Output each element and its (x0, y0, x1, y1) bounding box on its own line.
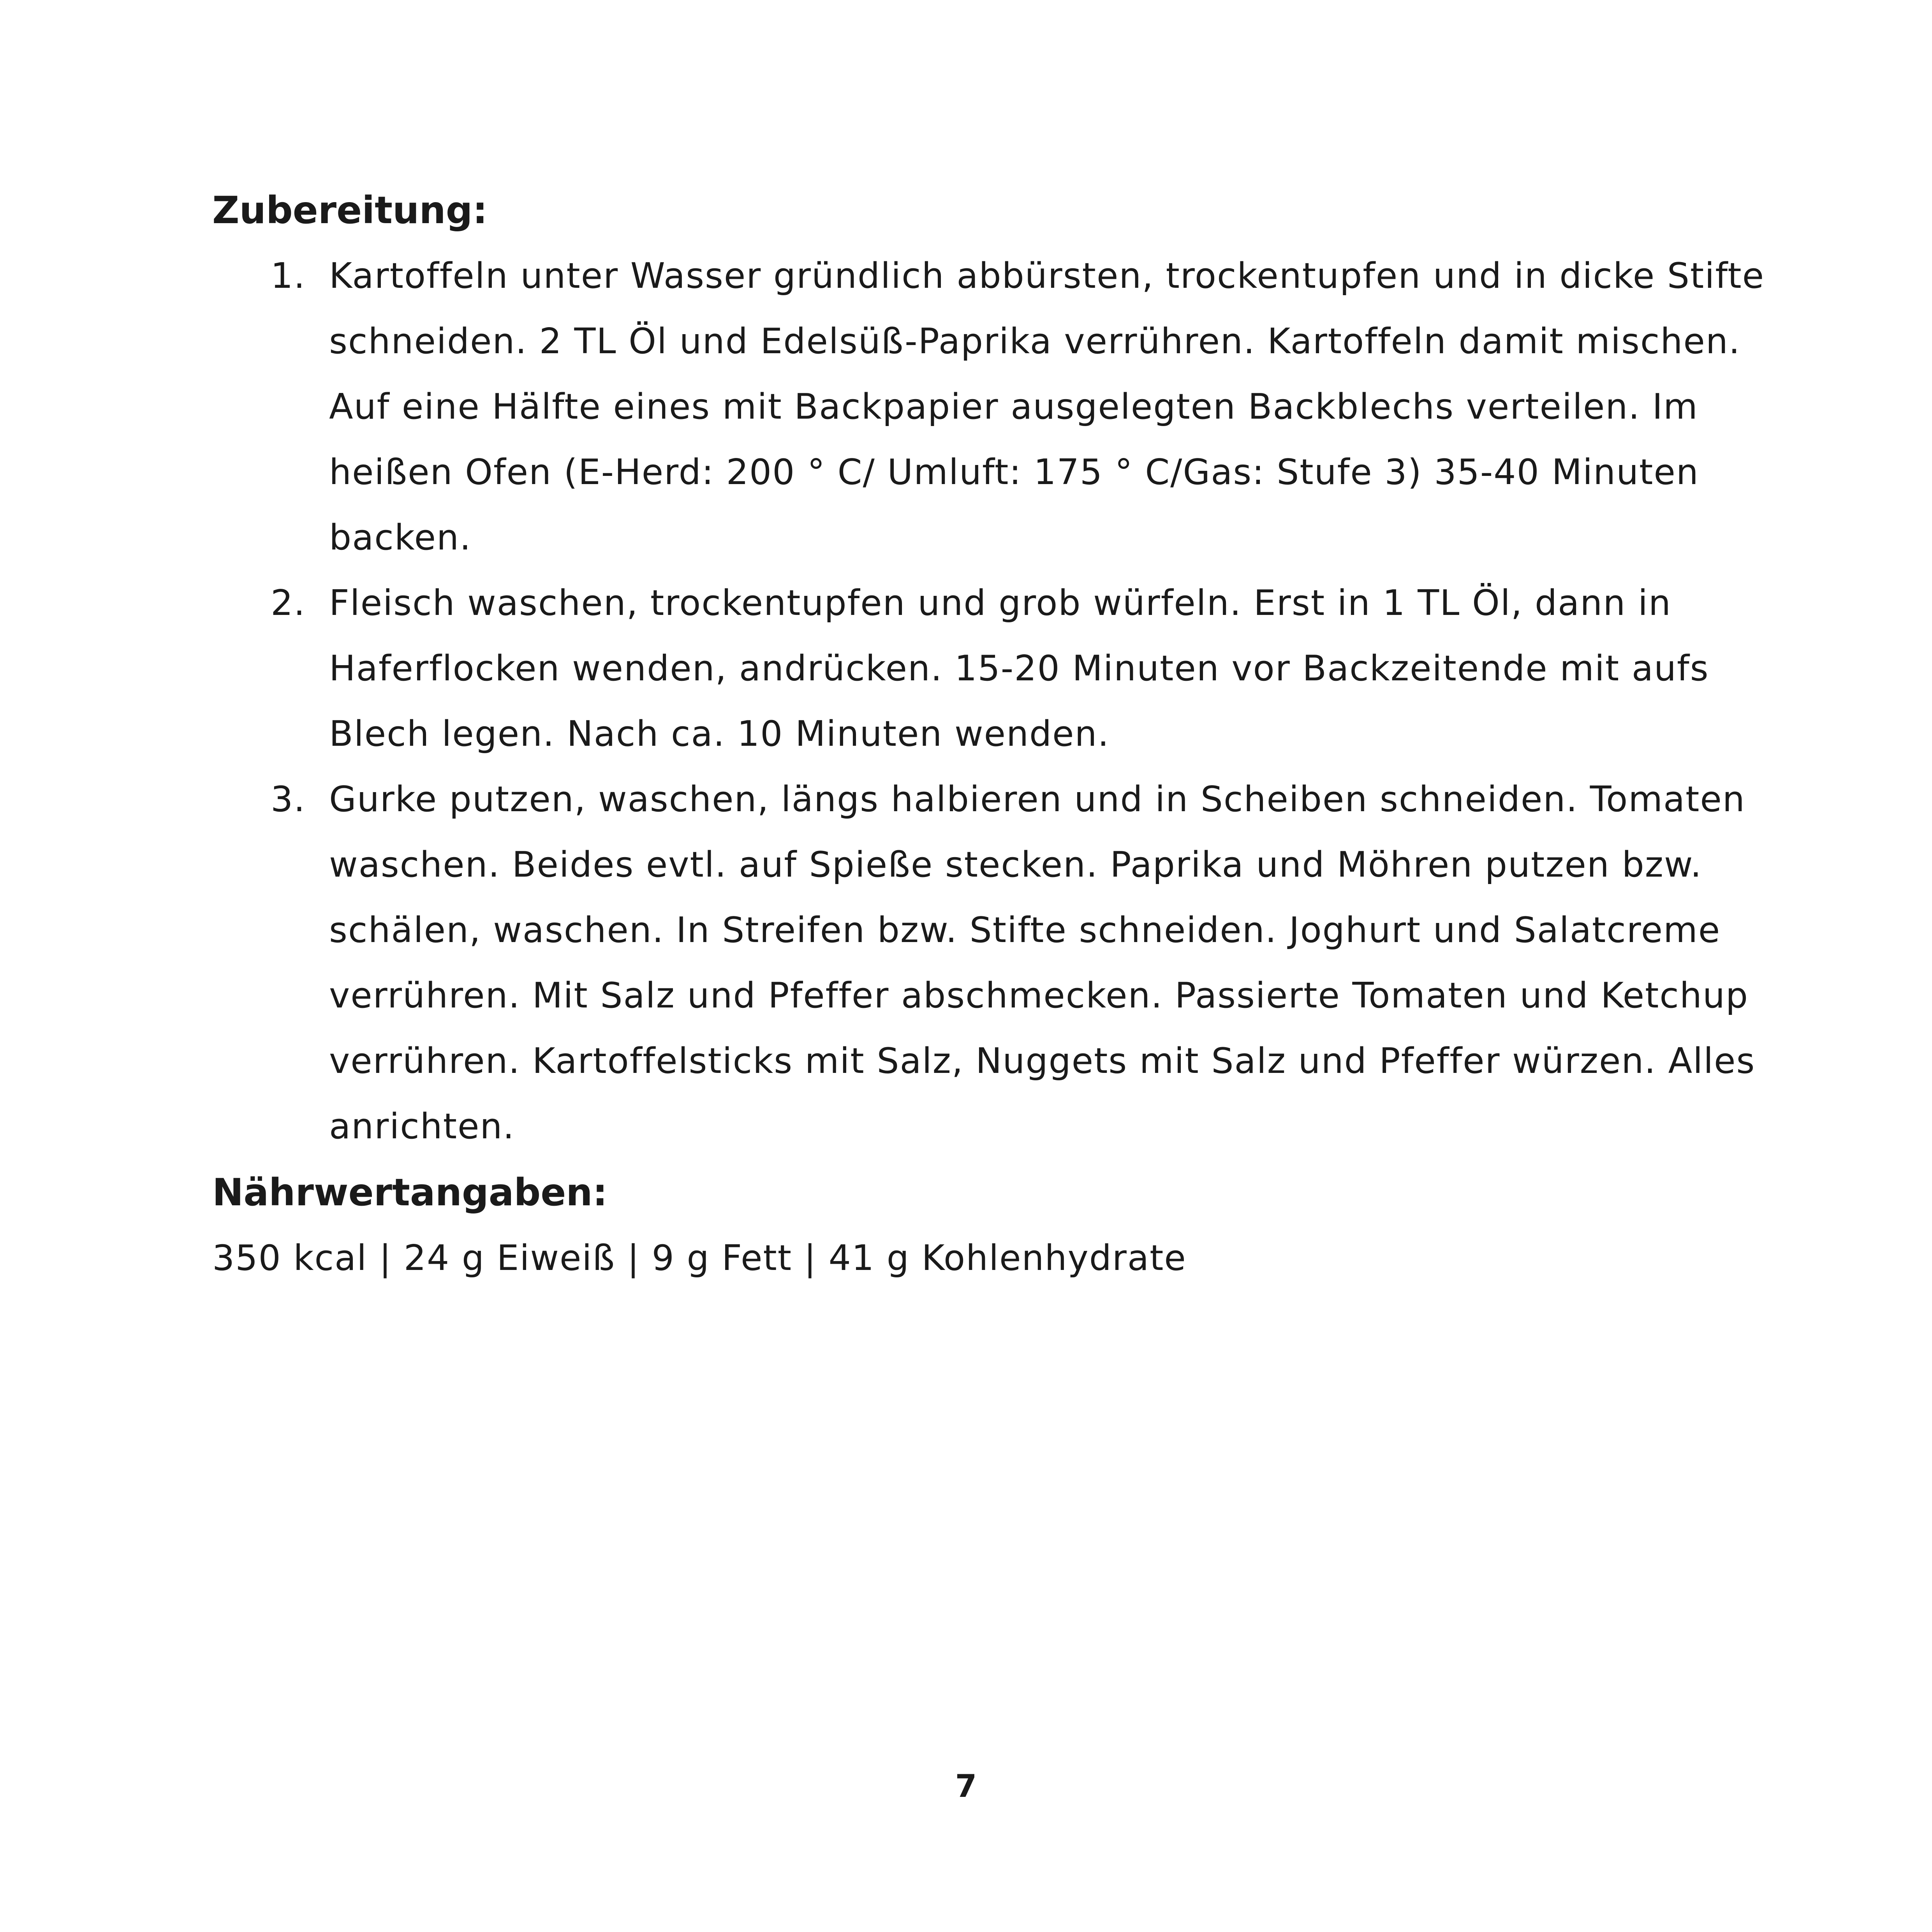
step-number: 3. (271, 779, 306, 820)
step-text: Fleisch waschen, trockentupfen und grob würfeln. Erst in 1 TL Öl, dann in Haferflocken wenden, andrücken. 15-20 Minuten vor Backzeitende mit aufs Blech legen. Nach ca. 10 Minuten wenden. (329, 583, 1709, 754)
preparation-steps (212, 243, 1809, 1159)
step-number: 1. (271, 255, 306, 296)
step-item (212, 243, 1809, 571)
step-item (212, 571, 1809, 767)
preparation-heading: Zubereitung: (212, 188, 488, 232)
step-item (212, 767, 1809, 1159)
step-text: Gurke putzen, waschen, längs halbieren und in Scheiben schneiden. Tomaten waschen. Beides evtl. auf Spieße stecken. Paprika und Möhren putzen bzw. schälen, waschen. In Streifen bzw. Stifte schneiden. Joghurt und Salatcreme verrühren. Mit Salz und Pfeffer abschmecken. Passierte Tomaten und Ketchup verrühren. Kartoffelsticks mit Salz, Nuggets mit Salz und Pfeffer würzen. Alles anrichten. (329, 779, 1756, 1147)
step-number: 2. (271, 583, 306, 623)
step-text: Kartoffeln unter Wasser gründlich abbürsten, trockentupfen und in dicke Stifte schneiden. 2 TL Öl und Edelsüß-Paprika verrühren. Kartoffeln damit mischen. Auf eine Hälfte eines mit Backpapier ausgelegten Backblechs verteilen. Im heißen Ofen (E-Herd: 200 ° C/ Umluft: 175 ° C/Gas: Stufe 3) 35-40 Minuten backen. (329, 255, 1765, 558)
page-number: 7 (955, 1768, 977, 1804)
nutrition-values: 350 kcal | 24 g Eiweiß | 9 g Fett | 41 g Kohlenhydrate (212, 1238, 1187, 1279)
nutrition-heading: Nährwertangaben: (212, 1171, 608, 1214)
page-content (212, 177, 1809, 1291)
